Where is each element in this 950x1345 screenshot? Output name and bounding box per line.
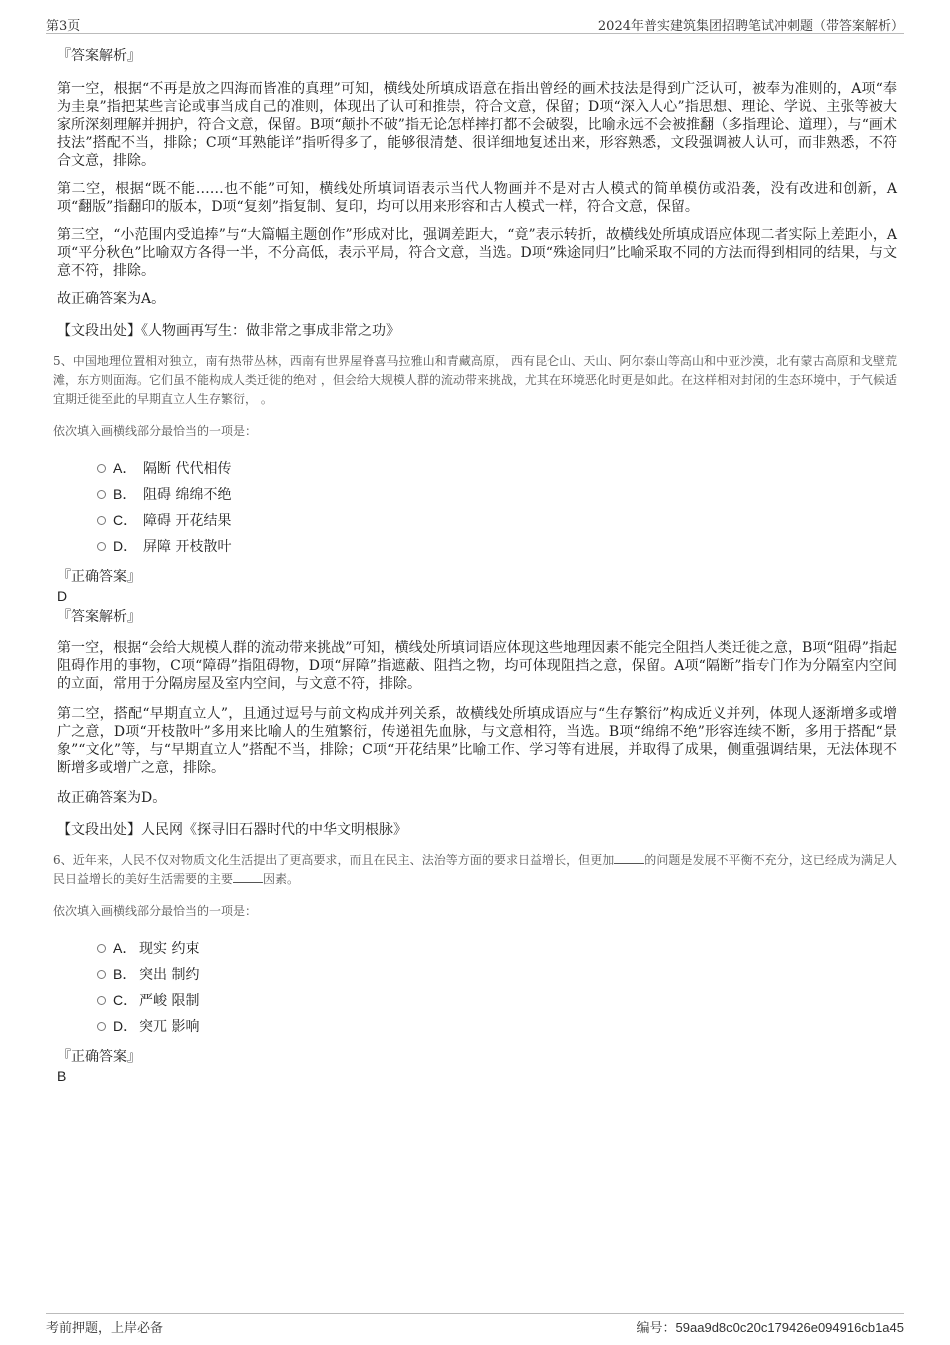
option-letter: D． (113, 1018, 138, 1034)
radio-icon[interactable] (97, 464, 106, 473)
code-value: 59aa9d8c0c20c179426e094916cb1a45 (675, 1320, 904, 1335)
option-text: 阻碍 绵绵不绝 (143, 487, 232, 503)
option-letter: B． (113, 486, 137, 502)
option-letter: B． (113, 966, 137, 982)
q5-option-c[interactable] (57, 507, 897, 533)
q6-answer-label: 『正确答案』 (57, 1049, 141, 1065)
q5-option-a[interactable] (57, 455, 897, 481)
footer-note: 考前押题，上岸必备 (46, 1321, 164, 1336)
q6-stem-part2: 的问题是发展不平衡不充分，这已经成为满足人民日益增长的美好生活需要的主要 (53, 853, 897, 886)
radio-icon[interactable] (97, 970, 106, 979)
option-text: 隔断 代代相传 (143, 461, 232, 477)
footer-code (637, 1317, 904, 1336)
option-text: 突兀 影响 (139, 1019, 200, 1035)
q4-analysis-p3: 第三空，“小范围内受追捧”与“大篇幅主题创作”形成对比，强调差距大，“竟”表示转折，故横线处所填成语应体现二者实际上差距小，A项“平分秋色”比喻双方各得一半，不分高低，表示平局，符合文意，当选。D项“殊途同归”比喻采取不同的方法而得到相同的结果，与文意不符，排除。 (57, 227, 897, 279)
q5-answer: D (57, 588, 68, 604)
q5-source: 【文段出处】人民网《探寻旧石器时代的中华文明根脉》 (57, 822, 407, 838)
q6-options (57, 935, 897, 1039)
q4-analysis-p2: 第二空，根据“既不能……也不能”可知，横线处所填词语表示当代人物画并不是对古人模式的简单模仿或沿袭，没有改进和创新，A项“翻版”指翻印的版本，D项“复刻”指复制、复印，均可以用来形容和古人模式一样，符合文意，保留。 (57, 181, 897, 215)
q4-analysis-p1: 第一空，根据“不再是放之四海而皆准的真理”可知，横线处所填成语意在指出曾经的画术技法是得到广泛认可，被奉为准则的，A项“奉为圭臬”指把某些言论或事当成自己的准则，体现出了认可和推崇，符合文意，保留；D项“深入人心”指思想、理论、学说、主张等被大家所深刻理解并拥护，符合文意，保留。B项“颠扑不破”指无论怎样摔打都不会破裂，比喻永远不会被推翻（多指理论、道理），与“画术技法”搭配不当，排除；C项“耳熟能详”指听得多了，能够很清楚、很详细地复述出来，形容熟悉，文段强调被人认可，而非熟悉，不符合文意，排除。 (57, 81, 897, 169)
q5-conclusion: 故正确答案为D。 (57, 790, 167, 806)
blank-line (233, 872, 263, 883)
page-footer (46, 1313, 904, 1334)
blank-line (614, 853, 644, 864)
option-letter: C． (113, 512, 138, 528)
analysis-label: 『答案解析』 (57, 48, 141, 64)
q4-source: 【文段出处】《人物画再写生：做非常之事成非常之功》 (57, 323, 400, 339)
option-text: 屏障 开枝散叶 (143, 539, 232, 555)
page-number: 第3页 (46, 19, 81, 34)
option-text: 严峻 限制 (139, 993, 200, 1009)
q5-analysis-p2: 第二空，搭配“早期直立人”，且通过逗号与前文构成并列关系，故横线处所填成语应与“生存繁衍”构成近义并列，体现人逐渐增多或增广之意，D项“开枝散叶”多用来比喻人的生殖繁衍，传递祖先血脉，与文意相符，当选。B项“绵绵不绝”形容连续不断，多用于搭配“景象”“文化”等，与“早期直立人”搭配不当，排除；C项“开花结果”比喻工作、学习等有进展，并取得了成果，侧重强调结果，无法体现不断增多或增广之意，排除。 (57, 706, 897, 776)
q6-stem-part1: 6、近年来，人民不仅对物质文化生活提出了更高要求，而且在民主、法治等方面的要求日益增长，但更加 (53, 853, 615, 867)
main-content (53, 44, 897, 1085)
q6-instruction: 依次填入画横线部分最恰当的一项是： (53, 904, 258, 918)
q5-option-b[interactable] (57, 481, 897, 507)
q4-conclusion: 故正确答案为A。 (57, 291, 166, 307)
q6-stem-part3: 因素。 (263, 872, 300, 886)
option-letter: C． (113, 992, 138, 1008)
radio-icon[interactable] (97, 542, 106, 551)
radio-icon[interactable] (97, 490, 106, 499)
q6-option-c[interactable] (57, 987, 897, 1013)
q6-stem (53, 851, 897, 889)
option-letter: D． (113, 538, 138, 554)
radio-icon[interactable] (97, 1022, 106, 1031)
q6-option-d[interactable] (57, 1013, 897, 1039)
option-text: 突出 制约 (139, 967, 200, 983)
q5-options (57, 455, 897, 559)
document-title: 2024年普实建筑集团招聘笔试冲刺题（带答案解析） (597, 19, 904, 34)
q5-analysis-label: 『答案解析』 (57, 609, 141, 625)
q5-analysis-p1: 第一空，根据“会给大规模人群的流动带来挑战”可知，横线处所填词语应体现这些地理因素不能完全阻挡人类迁徙之意，B项“阻碍”指起阻碍作用的事物，C项“障碍”指阻碍物，D项“屏障”指遮蔽、阻挡之物，均可体现阻挡之意，保留。A项“隔断”指专门作为分隔室内空间的立面，常用于分隔房屋及室内空间，与文意不符，排除。 (57, 640, 897, 692)
code-label: 编号： (636, 1321, 676, 1336)
q5-instruction: 依次填入画横线部分最恰当的一项是： (53, 424, 258, 438)
q5-stem: 5、中国地理位置相对独立，南有热带丛林，西南有世界屋脊喜马拉雅山和青藏高原， 西有昆仑山、天山、阿尔泰山等高山和中亚沙漠，北有蒙古高原和戈壁荒滩，东方则面海。它们虽不能构成人类迁徙的绝对 ，但会给大规模人群的流动带来挑战，尤其在环境恶化时更是如此。在这样相对封闭的生态环境中，于气候适宜期迁徙至此的早期直立人生存繁衍， 。 (53, 354, 897, 406)
option-text: 障碍 开花结果 (143, 513, 232, 529)
radio-icon[interactable] (97, 516, 106, 525)
q6-answer: B (57, 1068, 67, 1084)
q6-option-a[interactable] (57, 935, 897, 961)
radio-icon[interactable] (97, 996, 106, 1005)
option-letter: A． (113, 940, 137, 956)
page-header (46, 14, 904, 34)
option-text: 现实 约束 (139, 941, 200, 957)
q6-option-b[interactable] (57, 961, 897, 987)
q5-answer-label: 『正确答案』 (57, 569, 141, 585)
q5-option-d[interactable] (57, 533, 897, 559)
option-letter: A． (113, 460, 137, 476)
radio-icon[interactable] (97, 944, 106, 953)
